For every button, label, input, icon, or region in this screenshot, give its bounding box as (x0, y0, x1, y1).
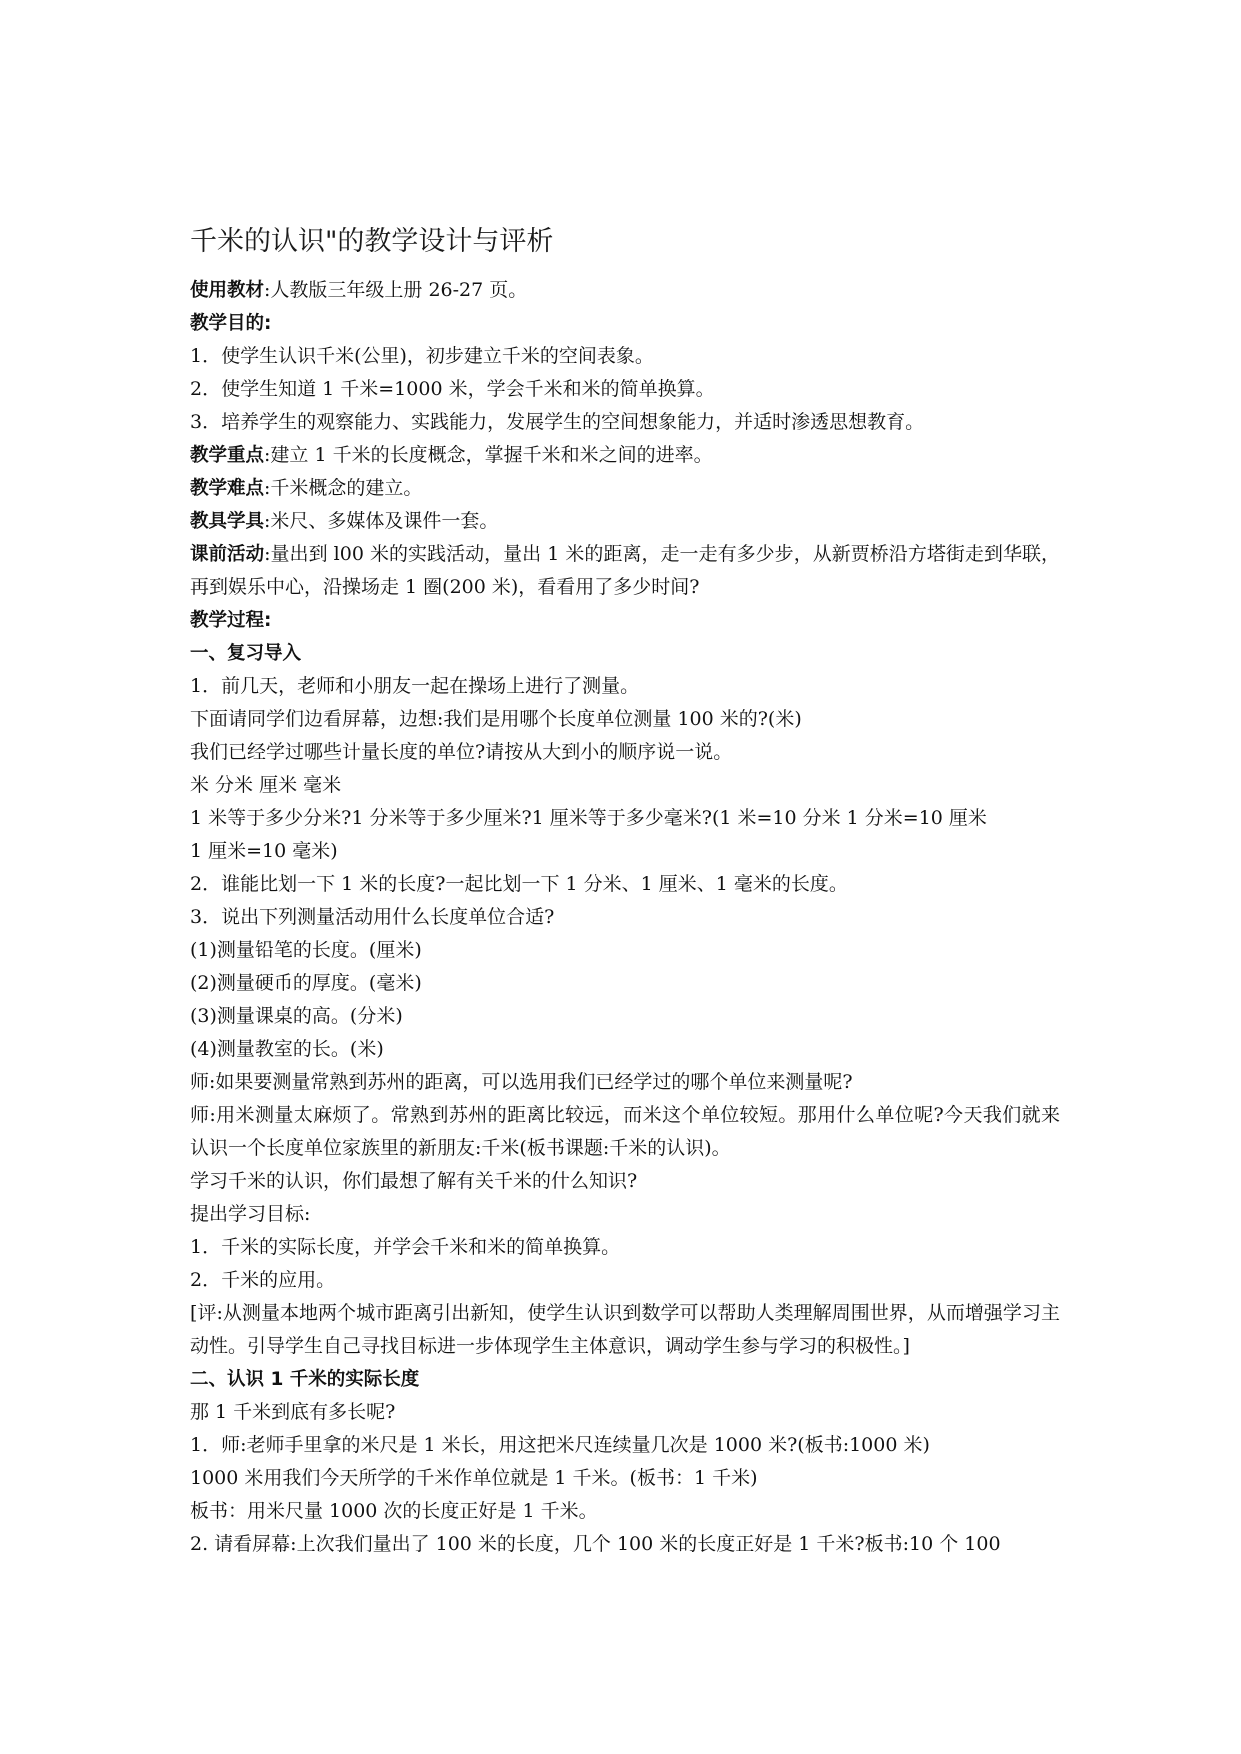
list-item: 1．千米的实际长度，并学会千米和米的简单换算。 (190, 1236, 621, 1258)
difficulty-label: 教学难点 (190, 478, 265, 499)
tools-text: :米尺、多媒体及课件一套。 (264, 510, 499, 532)
key-point-text: :建立 1 千米的长度概念，掌握千米和米之间的进率。 (264, 444, 713, 466)
document-title: 千米的认识"的教学设计与评析 (190, 226, 554, 257)
document-page (190, 222, 1060, 1561)
section1-heading: 一、复习导入 (190, 643, 302, 664)
pre-activity-text: :量出到 l00 米的实践活动，量出 1 米的距离，走一走有多少步，从新贾桥沿方塔街走到华联，再到娱乐中心，沿操场走 1 圈(200 米)，看看用了多少时间? (190, 543, 1060, 598)
pre-activity-paragraph (190, 538, 1060, 604)
tools-label: 教具学具 (190, 511, 265, 532)
list-item: (2)测量硬币的厚度。(毫米) (190, 972, 422, 994)
paragraph-line: 学习千米的认识，你们最想了解有关千米的什么知识? (190, 1170, 638, 1192)
goal-item: 3．培养学生的观察能力、实践能力，发展学生的空间想象能力，并适时渗透思想教育。 (190, 411, 925, 433)
paragraph-line: 1．前几天，老师和小朋友一起在操场上进行了测量。 (190, 675, 640, 697)
paragraph-line: 1000 米用我们今天所学的千米作单位就是 1 千米。(板书：1 千米) (190, 1467, 758, 1489)
goals-heading: 教学目的: (190, 313, 272, 334)
paragraph-line: 那 1 千米到底有多长呢? (190, 1401, 396, 1423)
paragraph-line: 3．说出下列测量活动用什么长度单位合适? (190, 906, 555, 928)
paragraph-line: 1．师:老师手里拿的米尺是 1 米长，用这把米尺连续量几次是 1000 米?(板书:1000 米) (190, 1434, 930, 1456)
paragraph-line: 2．谁能比划一下 1 米的长度?一起比划一下 1 分米、1 厘米、1 毫米的长度。 (190, 873, 848, 895)
list-item: (1)测量铅笔的长度。(厘米) (190, 939, 422, 961)
material-label: 使用教材 (190, 280, 265, 301)
key-point-line (190, 439, 1060, 472)
comment-paragraph: [评:从测量本地两个城市距离引出新知，使学生认识到数学可以帮助人类理解周围世界，从而增强学习主动性。引导学生自己寻找目标进一步体现学生主体意识，调动学生参与学习的积极性。] (190, 1302, 1060, 1357)
key-point-label: 教学重点 (190, 445, 265, 466)
paragraph-line: 2. 请看屏幕:上次我们量出了 100 米的长度，几个 100 米的长度正好是 1 千米?板书:10 个 100 (190, 1533, 1001, 1555)
paragraph-line: 提出学习目标: (190, 1203, 311, 1225)
section2-heading: 二、认识 1 千米的实际长度 (190, 1369, 420, 1390)
goal-item: 2．使学生知道 1 千米=1000 米，学会千米和米的简单换算。 (190, 378, 715, 400)
paragraph-line: 下面请同学们边看屏幕，边想:我们是用哪个长度单位测量 100 米的?(米) (190, 708, 802, 730)
paragraph-line: 师:如果要测量常熟到苏州的距离，可以选用我们已经学过的哪个单位来测量呢? (190, 1071, 853, 1093)
tools-line (190, 505, 1060, 538)
process-heading: 教学过程: (190, 610, 272, 631)
paragraph-line: 1 厘米=10 毫米) (190, 840, 338, 862)
list-item: (3)测量课桌的高。(分米) (190, 1005, 403, 1027)
pre-activity-label: 课前活动 (190, 544, 265, 565)
teacher-paragraph: 师:用米测量太麻烦了。常熟到苏州的距离比较远，而米这个单位较短。那用什么单位呢?今天我们就来认识一个长度单位家族里的新朋友:千米(板书课题:千米的认识)。 (190, 1104, 1060, 1159)
paragraph-line: 我们已经学过哪些计量长度的单位?请按从大到小的顺序说一说。 (190, 741, 733, 763)
material-text: :人教版三年级上册 26-27 页。 (264, 279, 528, 301)
difficulty-line (190, 472, 1060, 505)
goal-item: 1．使学生认识千米(公里)，初步建立千米的空间表象。 (190, 345, 654, 367)
list-item: 2．千米的应用。 (190, 1269, 336, 1291)
paragraph-line: 1 米等于多少分米?1 分米等于多少厘米?1 厘米等于多少毫米?(1 米=10 分米 1 分米=10 厘米 (190, 807, 987, 829)
paragraph-line: 板书：用米尺量 1000 次的长度正好是 1 千米。 (190, 1500, 598, 1522)
paragraph-line: 米 分米 厘米 毫米 (190, 774, 342, 796)
material-line (190, 274, 1060, 307)
list-item: (4)测量教室的长。(米) (190, 1038, 384, 1060)
difficulty-text: :千米概念的建立。 (264, 477, 423, 499)
